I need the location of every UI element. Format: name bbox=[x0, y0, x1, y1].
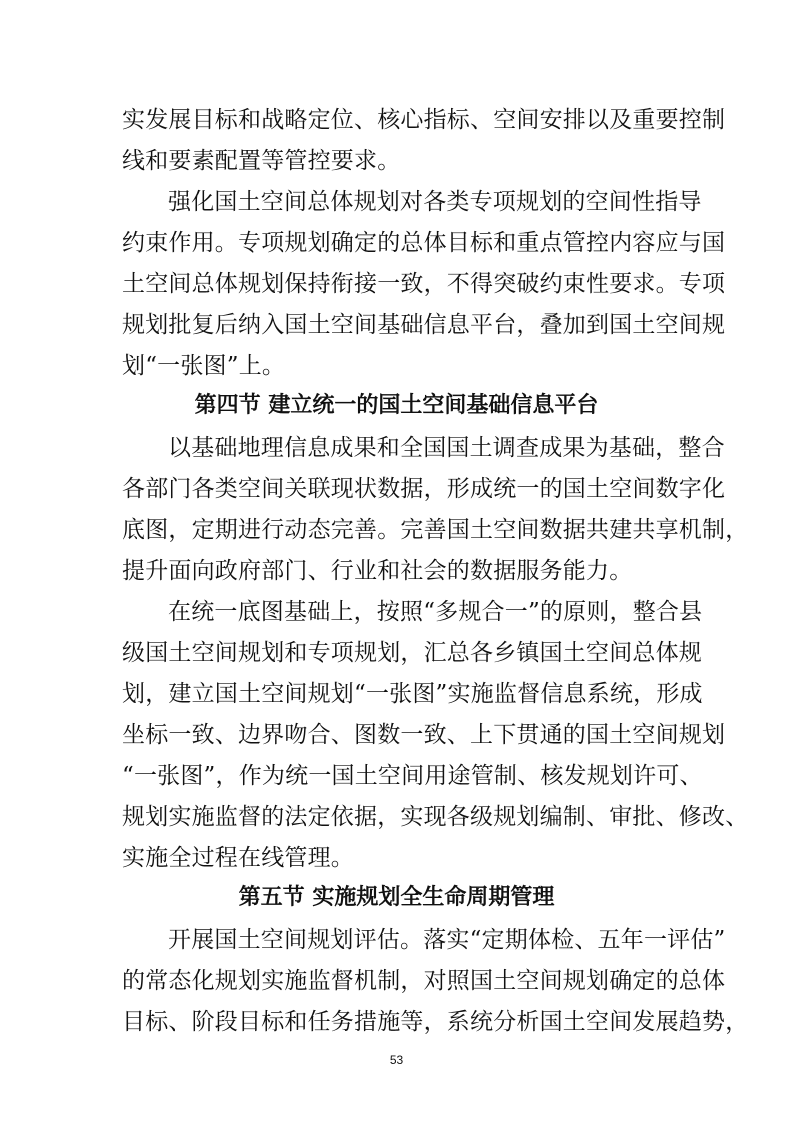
paragraph-line: 底图，定期进行动态完善。完善国土空间数据共建共享机制， bbox=[122, 517, 749, 543]
paragraph-line: 线和要素配置等管控要求。 bbox=[122, 148, 401, 174]
paragraph-line: 在统一底图基础上，按照“多规合一”的原则，整合县 bbox=[168, 599, 703, 625]
paragraph-line: 土空间总体规划保持衔接一致，不得突破约束性要求。专项 bbox=[122, 271, 726, 297]
paragraph-line: 划，建立国土空间规划“一张图”实施监督信息系统，形成 bbox=[122, 681, 703, 707]
paragraph-line: 坐标一致、边界吻合、图数一致、上下贯通的国土空间规划 bbox=[122, 722, 726, 748]
paragraph-line: “一张图”，作为统一国土空间用途管制、核发规划许可、 bbox=[122, 763, 703, 789]
paragraph-line: 约束作用。专项规划确定的总体目标和重点管控内容应与国 bbox=[122, 230, 726, 256]
section-heading: 第五节 实施规划全生命周期管理 bbox=[238, 885, 555, 910]
paragraph-line: 规划批复后纳入国土空间基础信息平台，叠加到国土空间规 bbox=[122, 312, 726, 338]
paragraph-line: 强化国土空间总体规划对各类专项规划的空间性指导 bbox=[168, 189, 702, 215]
paragraph-line: 提升面向政府部门、行业和社会的数据服务能力。 bbox=[122, 558, 633, 584]
page-number: 53 bbox=[389, 1053, 404, 1067]
paragraph-line: 目标、阶段目标和任务措施等，系统分析国土空间发展趋势， bbox=[122, 1009, 749, 1035]
paragraph-line: 实发展目标和战略定位、核心指标、空间安排以及重要控制 bbox=[122, 107, 726, 133]
paragraph-line: 实施全过程在线管理。 bbox=[122, 845, 354, 871]
paragraph-line: 的常态化规划实施监督机制，对照国土空间规划确定的总体 bbox=[122, 968, 726, 994]
paragraph-line: 规划实施监督的法定依据，实现各级规划编制、审批、修改、 bbox=[122, 804, 749, 830]
paragraph-line: 开展国土空间规划评估。落实“定期体检、五年一评估” bbox=[168, 927, 726, 953]
paragraph-line: 以基础地理信息成果和全国国土调查成果为基础，整合 bbox=[168, 435, 725, 461]
section-heading: 第四节 建立统一的国土空间基础信息平台 bbox=[194, 393, 599, 418]
paragraph-line: 各部门各类空间关联现状数据，形成统一的国土空间数字化 bbox=[122, 476, 726, 502]
paragraph-line: 级国土空间规划和专项规划，汇总各乡镇国土空间总体规 bbox=[122, 640, 702, 666]
paragraph-line: 划“一张图”上。 bbox=[122, 353, 286, 379]
